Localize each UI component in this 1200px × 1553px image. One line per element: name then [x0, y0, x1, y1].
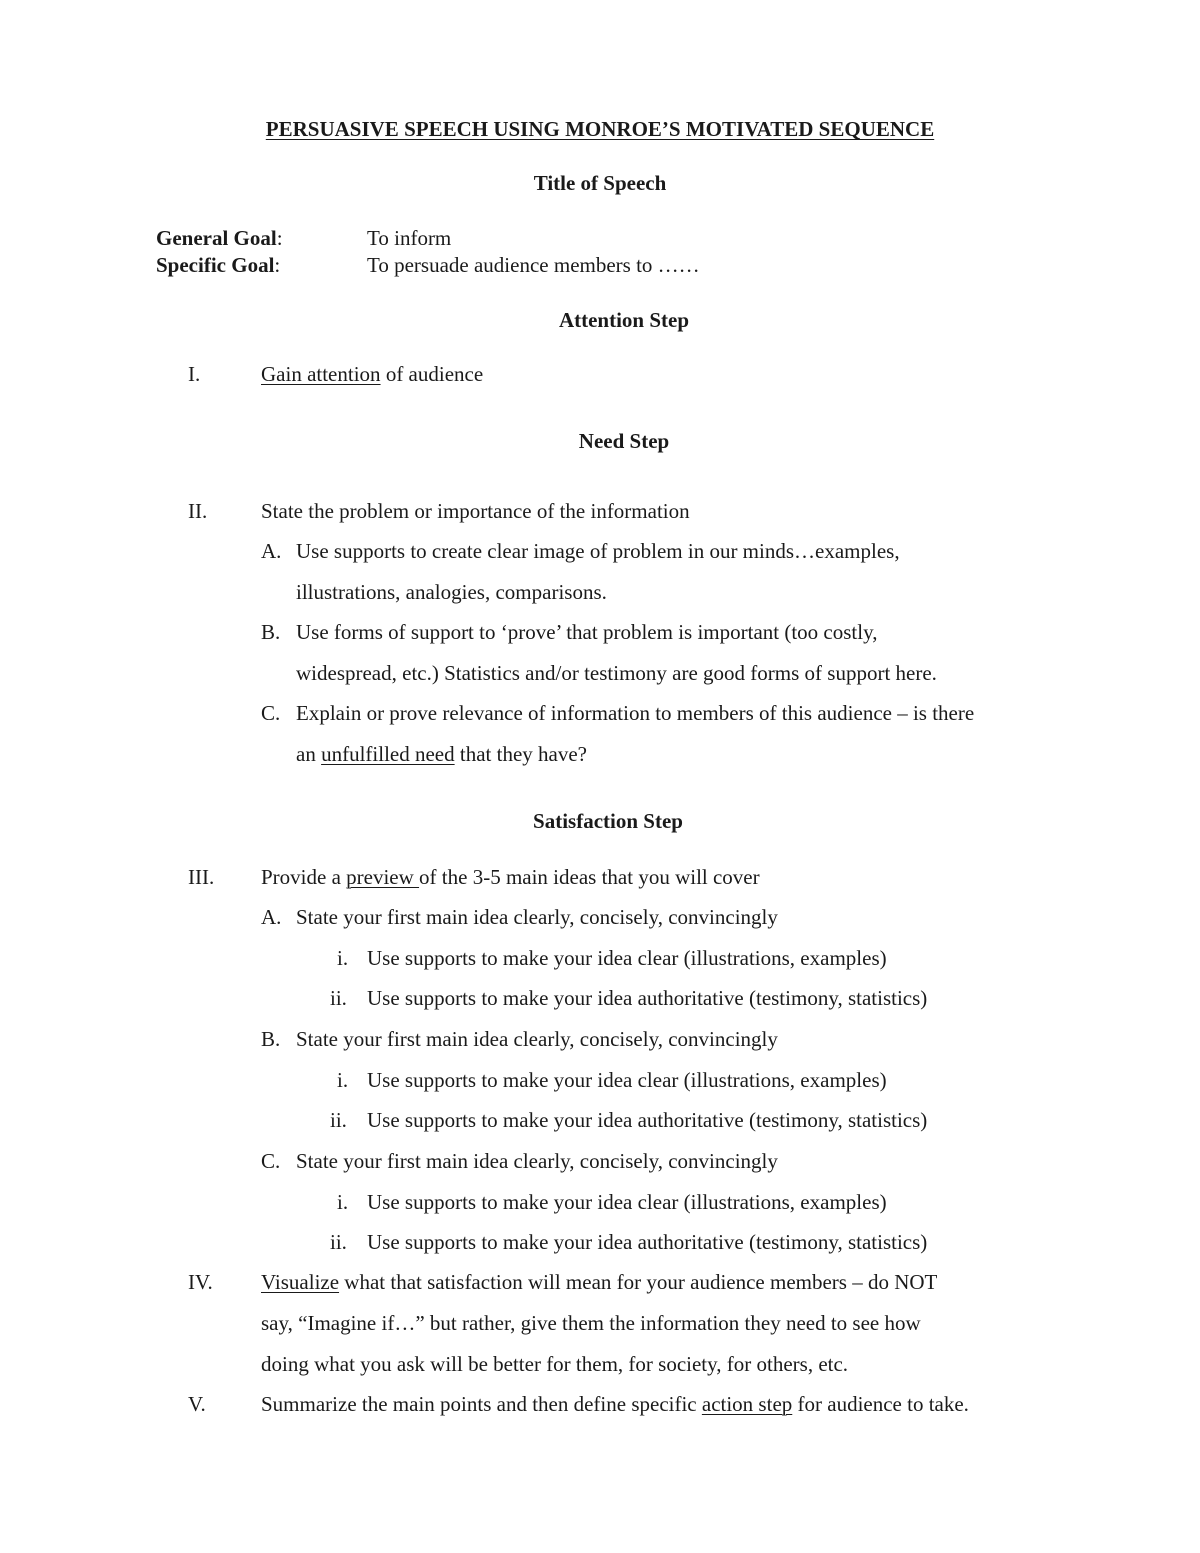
sub-point-text: Use supports to make your idea authoritative (testimony, statistics) — [367, 1108, 928, 1132]
main-idea-text: State your first main idea clearly, concisely, convincingly — [296, 1149, 778, 1173]
outline-item-ii: State the problem or importance of the information — [261, 499, 690, 523]
need-step-heading: Need Step — [578, 429, 670, 453]
general-goal-value: To inform — [367, 226, 452, 250]
sub-point-text: Use supports to make your idea clear (illustrations, examples) — [367, 1190, 887, 1214]
specific-goal-label: Specific Goal — [156, 253, 275, 277]
visualize-term: Visualize — [261, 1270, 340, 1294]
main-idea-text: State your first main idea clearly, concisely, convincingly — [296, 905, 778, 929]
sub-point-text: Use supports to make your idea clear (illustrations, examples) — [367, 946, 887, 970]
main-idea-text: State your first main idea clearly, concisely, convincingly — [296, 1027, 778, 1051]
sub-point-text: Use supports to make your idea authoritative (testimony, statistics) — [367, 1230, 928, 1254]
outline-item-iii — [261, 865, 760, 889]
outline-item-v-pre: Summarize the main points and then define specific — [261, 1392, 702, 1416]
main-idea-letter: A. — [261, 905, 282, 929]
unfulfilled-need-term: unfulfilled need — [321, 742, 455, 766]
outline-letter-c: C. — [261, 701, 281, 725]
sub-point-text: Use supports to make your idea authoritative (testimony, statistics) — [367, 986, 928, 1010]
outline-item-iv-line1 — [261, 1270, 937, 1294]
specific-goal-colon: : — [274, 253, 281, 277]
gain-attention-term: Gain attention — [261, 362, 381, 386]
specific-goal-value: To persuade audience members to …… — [367, 253, 700, 277]
outline-letter-a: A. — [261, 539, 282, 563]
outline-number-ii: II. — [188, 499, 208, 523]
outline-item-i — [261, 362, 483, 386]
outline-item-iv-line1-rest: what that satisfaction will mean for your audience members – do NOT — [339, 1270, 938, 1294]
outline-number-iii: III. — [188, 865, 215, 889]
outline-item-iv-line2: say, “Imagine if…” but rather, give them the information they need to see how — [261, 1311, 921, 1335]
sub-point-number: i. — [337, 1190, 349, 1214]
sub-point-number: ii. — [330, 986, 347, 1010]
specific-goal-row — [156, 253, 280, 277]
action-step-term: action step — [701, 1392, 793, 1416]
outline-item-v — [261, 1392, 969, 1416]
sub-point-number: i. — [337, 1068, 349, 1092]
attention-step-heading: Attention Step — [558, 308, 690, 332]
outline-number-iv: IV. — [188, 1270, 213, 1294]
outline-item-iii-post: of the 3-5 main ideas that you will cover — [419, 865, 760, 889]
main-idea-letter: B. — [261, 1027, 281, 1051]
need-item-c-line2-post: that they have? — [454, 742, 587, 766]
sub-point-text: Use supports to make your idea clear (illustrations, examples) — [367, 1068, 887, 1092]
outline-item-i-rest: of audience — [380, 362, 484, 386]
outline-number-v: V. — [188, 1392, 206, 1416]
outline-item-iii-pre: Provide a — [261, 865, 347, 889]
outline-item-v-post: for audience to take. — [792, 1392, 969, 1416]
need-item-c-line2 — [296, 742, 587, 766]
need-item-c-line2-pre: an — [296, 742, 322, 766]
sub-point-number: ii. — [330, 1230, 347, 1254]
need-item-c-line1: Explain or prove relevance of information to members of this audience – is there — [296, 701, 975, 725]
main-idea-letter: C. — [261, 1149, 281, 1173]
outline-letter-b: B. — [261, 620, 281, 644]
need-item-a-line1: Use supports to create clear image of problem in our minds…examples, — [296, 539, 900, 563]
document-title: PERSUASIVE SPEECH USING MONROE’S MOTIVATED SEQUENCE — [265, 117, 935, 141]
need-item-b-line1: Use forms of support to ‘prove’ that problem is important (too costly, — [296, 620, 878, 644]
need-item-a-line2: illustrations, analogies, comparisons. — [296, 580, 607, 604]
need-item-b-line2: widespread, etc.) Statistics and/or testimony are good forms of support here. — [296, 661, 937, 685]
general-goal-row — [156, 226, 283, 250]
sub-point-number: ii. — [330, 1108, 347, 1132]
preview-term: preview — [346, 865, 420, 889]
satisfaction-step-heading: Satisfaction Step — [533, 809, 683, 833]
general-goal-colon: : — [276, 226, 283, 250]
outline-number-i: I. — [188, 362, 201, 386]
outline-item-iv-line3: doing what you ask will be better for them, for society, for others, etc. — [261, 1352, 849, 1376]
speech-title: Title of Speech — [533, 171, 667, 195]
general-goal-label: General Goal — [156, 226, 277, 250]
sub-point-number: i. — [337, 946, 349, 970]
